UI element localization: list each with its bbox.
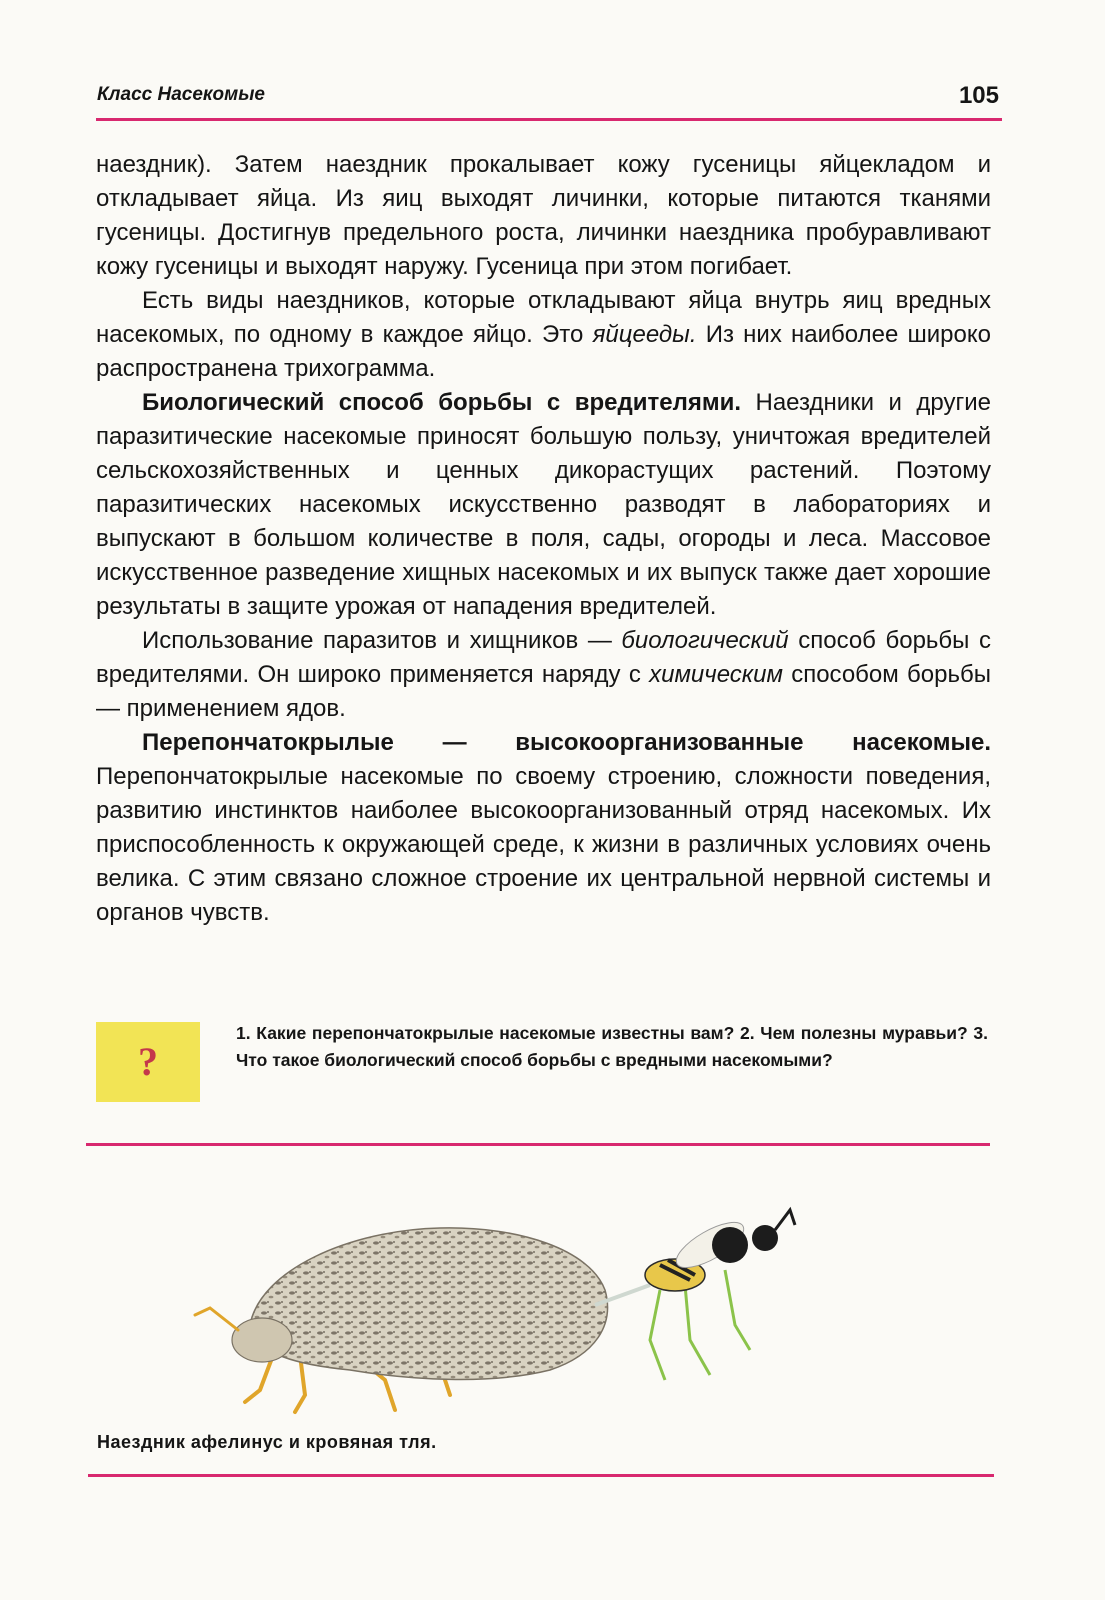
page-number: 105: [958, 82, 999, 109]
question-box: [96, 1022, 200, 1102]
paragraph-1: наездник). Затем наездник прокалывает кожу гусеницы яйцекладом и откладывает яйца. Из яиц выходят личинки, которые питаются тканями гусеницы. Достигнув предельного роста, личинки наездника пробуравливают кожу гусеницы и выходят наружу. Гусеница при этом погибает.: [96, 151, 991, 280]
term-chemical: химическим: [649, 661, 783, 688]
questions-rule: [86, 1143, 990, 1146]
aphid-head: [232, 1318, 292, 1362]
paragraph-4: Использование паразитов и хищников — биологический способ борьбы с вредителями. Он широко применяется наряду с химическим способом борьбы — применением ядов.: [96, 627, 991, 722]
running-head: [97, 82, 1003, 122]
heading-biological-method: Биологический способ борьбы с вредителями.: [142, 389, 742, 416]
aphid-antenna: [195, 1308, 238, 1330]
term-yaitseedy: яйцееды.: [592, 321, 697, 348]
term-biological: биологический: [621, 627, 789, 654]
heading-hymenoptera: Перепончатокрылые — высокоорганизованные насекомые.: [142, 729, 991, 756]
section-title: Класс Насекомые: [97, 84, 265, 105]
paragraph-3: Биологический способ борьбы с вредителями. Наездники и другие паразитические насекомые приносят большую пользу, уничтожая вредителей сельскохозяйственных и ценных дикорастущих растений. Поэтому паразитических насекомых искусственно разводят в лабораториях и выпускают в большом количестве в поля, сады, огороды и леса. Массовое искусственное разведение хищных насекомых и их выпуск также дает хорошие результаты в защите урожая от нападения вредителей.: [96, 389, 991, 620]
paragraph-5: Перепончатокрылые — высокоорганизованные насекомые. Перепончатокрылые насекомые по своему строению, сложности поведения, развитию инстинктов наиболее высокоорганизованный отряд насекомых. Их приспособленность к окружающей среде, к жизни в различных условиях очень велика. С этим связано сложное строение их центральной нервной системы и органов чувств.: [96, 729, 991, 926]
wasp: [645, 1210, 795, 1380]
header-rule: [96, 118, 1002, 121]
figure-caption: Наездник афелинус и кровяная тля.: [97, 1432, 437, 1452]
review-questions: 1. Какие перепончатокрылые насекомые известны вам? 2. Чем полезны муравьи? 3. Что такое биологический способ борьбы с вредными насекомыми?: [236, 1023, 988, 1070]
aphid-wasp-illustration: [190, 1190, 810, 1420]
paragraph-2: Есть виды наездников, которые откладывают яйца внутрь яиц вредных насекомых, по одному в каждое яйцо. Это яйцееды. Из них наиболее широко распространена трихограмма.: [96, 287, 991, 382]
aphid-body: [250, 1228, 608, 1380]
footer-rule: [88, 1474, 994, 1477]
body-text: [96, 148, 991, 930]
question-mark-icon: ?: [138, 1039, 158, 1084]
